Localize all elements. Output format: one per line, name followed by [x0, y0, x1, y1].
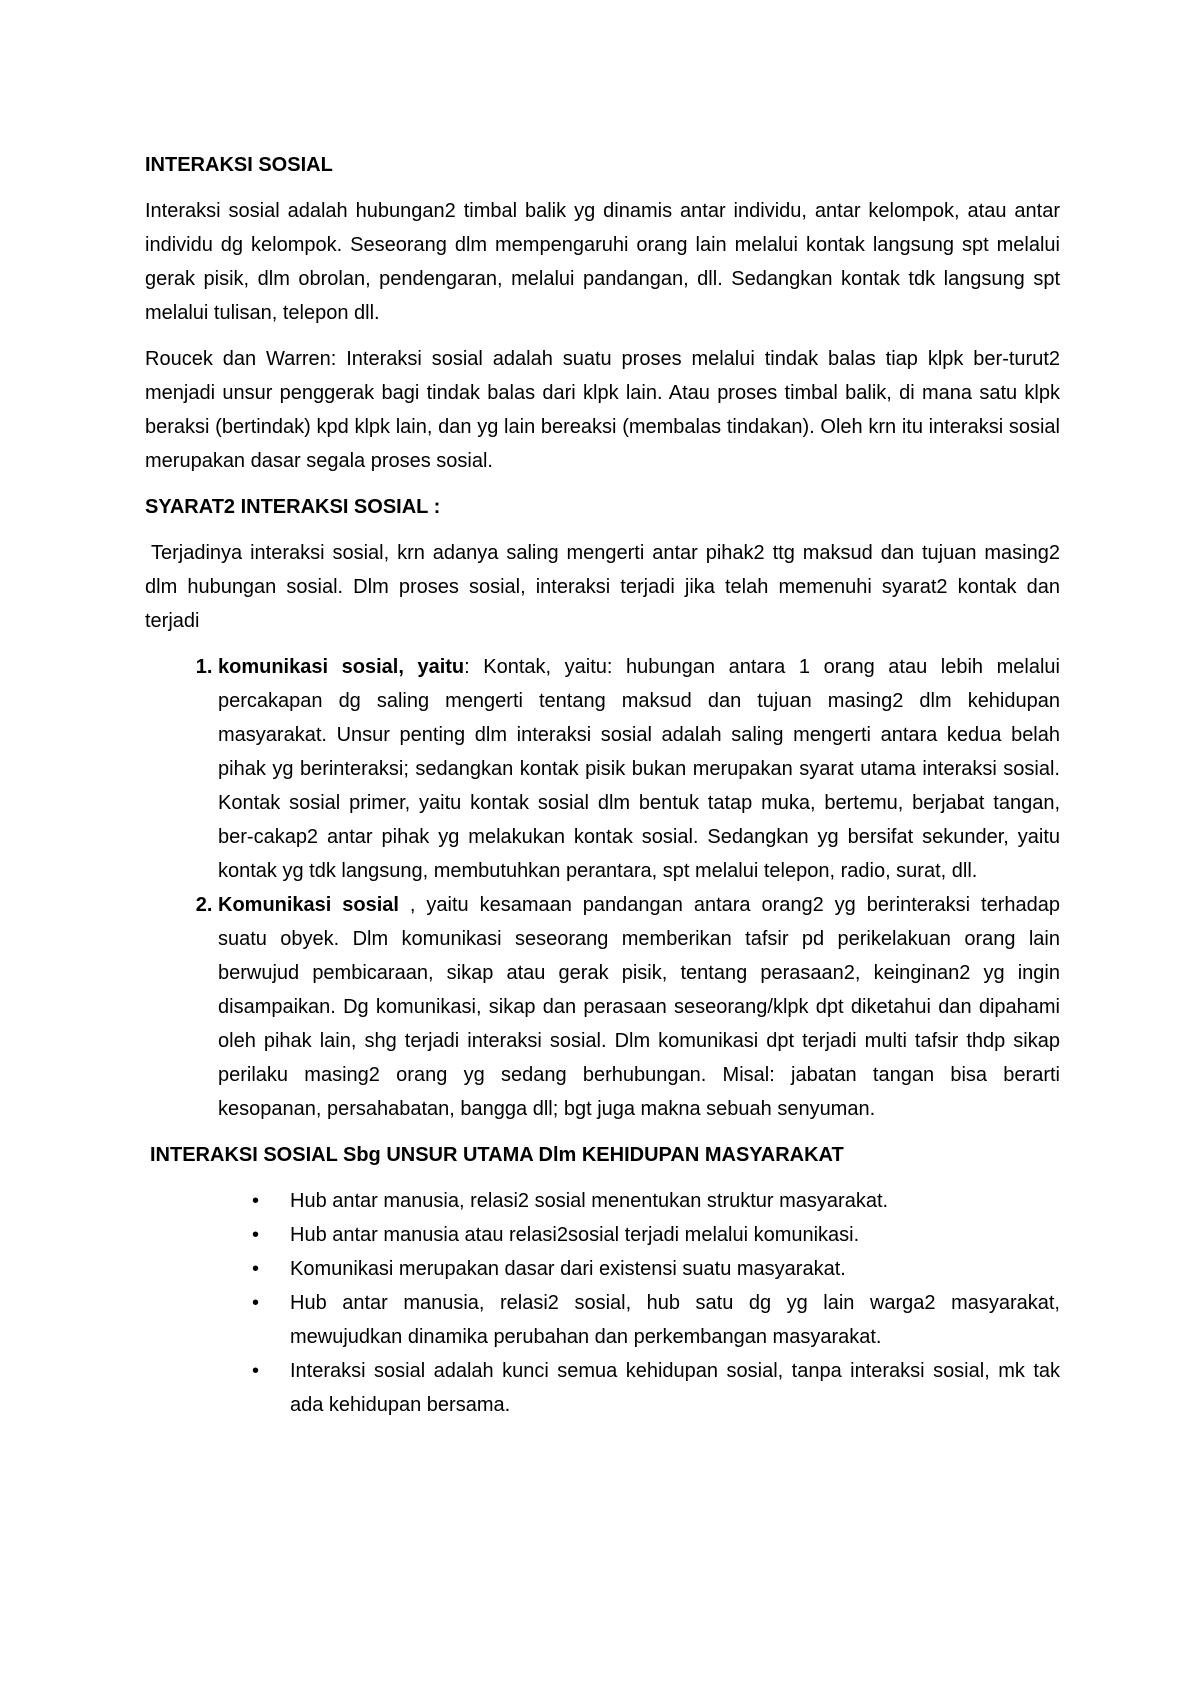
list-item [218, 650, 1060, 888]
list-item [252, 1218, 1060, 1252]
unsur-list [145, 1184, 1060, 1422]
list-item-text: Komunikasi merupakan dasar dari existensi suatu masyarakat. [290, 1258, 846, 1280]
document-title: INTERAKSI SOSIAL [145, 154, 333, 176]
list-item-text: Hub antar manusia atau relasi2sosial terjadi melalui komunikasi. [290, 1224, 860, 1246]
bullet-icon: • [252, 1224, 260, 1246]
syarat-intro-paragraph: Terjadinya interaksi sosial, krn adanya saling mengerti antar pihak2 ttg maksud dan tujuan masing2 dlm hubungan sosial. Dlm proses sosial, interaksi terjadi jika telah memenuhi syarat2 kontak dan terjadi [145, 542, 1060, 632]
bullet-icon: • [252, 1292, 260, 1314]
definition-paragraph: Roucek dan Warren: Interaksi sosial adalah suatu proses melalui tindak balas tiap klpk ber-turut2 menjadi unsur penggerak bagi tindak balas dari klpk lain. Atau proses timbal balik, di mana satu klpk beraksi (bertindak) kpd klpk lain, dan yg lain bereaksi (membalas tindakan). Oleh krn itu interaksi sosial merupakan dasar segala proses sosial. [145, 348, 1060, 472]
intro-paragraph: Interaksi sosial adalah hubungan2 timbal balik yg dinamis antar individu, antar kelompok, atau antar individu dg kelompok. Seseorang dlm mempengaruhi orang lain melalui kontak langsung spt melalui gerak pisik, dlm obrolan, pendengaran, melalui pandangan, dll. Sedangkan kontak tdk langsung spt melalui tulisan, telepon dll. [145, 200, 1060, 324]
list-item-text: Interaksi sosial adalah kunci semua kehidupan sosial, tanpa interaksi sosial, mk tak ada kehidupan bersama. [290, 1360, 1060, 1416]
list-item-lead: komunikasi sosial, yaitu [218, 656, 465, 678]
list-item [252, 1252, 1060, 1286]
bullet-icon: • [252, 1258, 260, 1280]
list-item [252, 1184, 1060, 1218]
list-item-text: , yaitu kesamaan pandangan antara orang2 yg berinteraksi terhadap suatu obyek. Dlm komunikasi seseorang memberikan tafsir pd perikelakuan orang lain berwujud pembicaraan, sikap atau gerak pisik, tentang perasaan2, keinginan2 yg ingin disampaikan. Dg komunikasi, sikap dan perasaan seseorang/klpk dpt diketahui dan dipahami oleh pihak lain, shg terjadi interaksi sosial. Dlm komunikasi dpt terjadi multi tafsir thdp sikap perilaku masing2 orang yg sedang berhubungan. Misal: jabatan tangan bisa berarti kesopanan, persahabatan, bangga dll; bgt juga makna sebuah senyuman. [218, 894, 1060, 1120]
list-item-lead: Komunikasi sosial [218, 894, 399, 916]
syarat-list [145, 650, 1060, 1126]
list-item-text: Hub antar manusia, relasi2 sosial, hub satu dg yg lain warga2 masyarakat, mewujudkan dinamika perubahan dan perkembangan masyarakat. [290, 1292, 1060, 1348]
list-item [218, 888, 1060, 1126]
bullet-icon: • [252, 1360, 260, 1382]
list-item [252, 1354, 1060, 1422]
unsur-heading: INTERAKSI SOSIAL Sbg UNSUR UTAMA Dlm KEHIDUPAN MASYARAKAT [150, 1144, 844, 1166]
syarat-heading: SYARAT2 INTERAKSI SOSIAL : [145, 496, 441, 518]
list-item [252, 1286, 1060, 1354]
list-item-text: : Kontak, yaitu: hubungan antara 1 orang atau lebih melalui percakapan dg saling mengerti tentang maksud dan tujuan masing2 dlm kehidupan masyarakat. Unsur penting dlm interaksi sosial adalah saling mengerti antara kedua belah pihak yg berinteraksi; sedangkan kontak pisik bukan merupakan syarat utama interaksi sosial. Kontak sosial primer, yaitu kontak sosial dlm bentuk tatap muka, bertemu, berjabat tangan, ber-cakap2 antar pihak yg melakukan kontak sosial. Sedangkan yg bersifat sekunder, yaitu kontak yg tdk langsung, membutuhkan perantara, spt melalui telepon, radio, surat, dll. [218, 656, 1060, 882]
bullet-icon: • [252, 1190, 260, 1212]
list-item-text: Hub antar manusia, relasi2 sosial menentukan struktur masyarakat. [290, 1190, 889, 1212]
